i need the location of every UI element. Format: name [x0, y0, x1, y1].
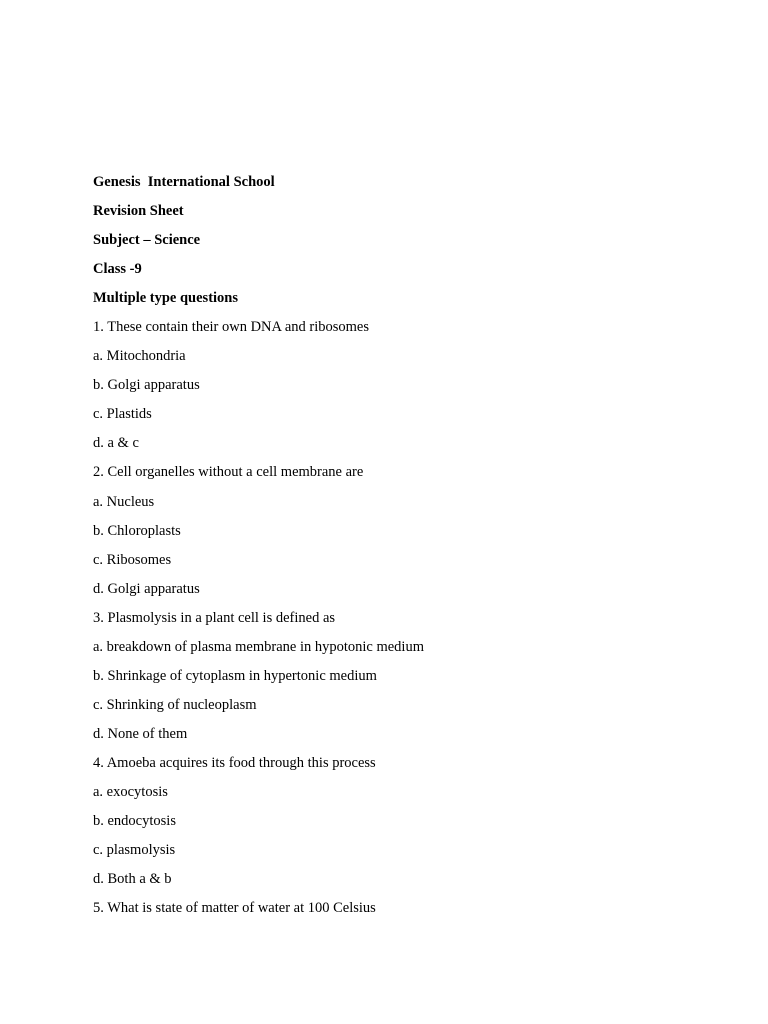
school-name: Genesis International School — [93, 174, 275, 190]
question-4-option-d: d. Both a & b — [93, 871, 172, 888]
question-2-option-a: a. Nucleus — [93, 493, 155, 510]
question-4-option-a: a. exocytosis — [93, 783, 168, 800]
subject-heading: Subject – Science — [93, 232, 201, 249]
sheet-title: Revision Sheet — [93, 203, 184, 220]
document-page — [93, 172, 733, 927]
class-heading: Class -9 — [93, 261, 142, 278]
question-1-option-c: c. Plastids — [93, 406, 152, 423]
question-2-option-c: c. Ribosomes — [93, 551, 172, 568]
section-heading: Multiple type questions — [93, 290, 239, 307]
question-3-option-b: b. Shrinkage of cytoplasm in hypertonic medium — [93, 667, 377, 684]
question-1: 1. These contain their own DNA and ribosomes — [93, 319, 369, 336]
question-3-option-d: d. None of them — [93, 725, 188, 742]
question-3-option-c: c. Shrinking of nucleoplasm — [93, 696, 257, 713]
question-1-option-b: b. Golgi apparatus — [93, 377, 200, 394]
question-4-option-b: b. endocytosis — [93, 813, 176, 830]
question-5: 5. What is state of matter of water at 100 Celsius — [93, 900, 376, 917]
question-2: 2. Cell organelles without a cell membrane are — [93, 464, 364, 481]
question-2-option-d: d. Golgi apparatus — [93, 580, 200, 597]
question-2-option-b: b. Chloroplasts — [93, 522, 181, 539]
question-4-option-c: c. plasmolysis — [93, 842, 176, 859]
question-1-option-a: a. Mitochondria — [93, 348, 186, 365]
question-1-option-d: d. a & c — [93, 435, 139, 452]
question-3: 3. Plasmolysis in a plant cell is defined as — [93, 609, 336, 626]
question-3-option-a: a. breakdown of plasma membrane in hypotonic medium — [93, 638, 424, 655]
question-4: 4. Amoeba acquires its food through this process — [93, 754, 376, 771]
